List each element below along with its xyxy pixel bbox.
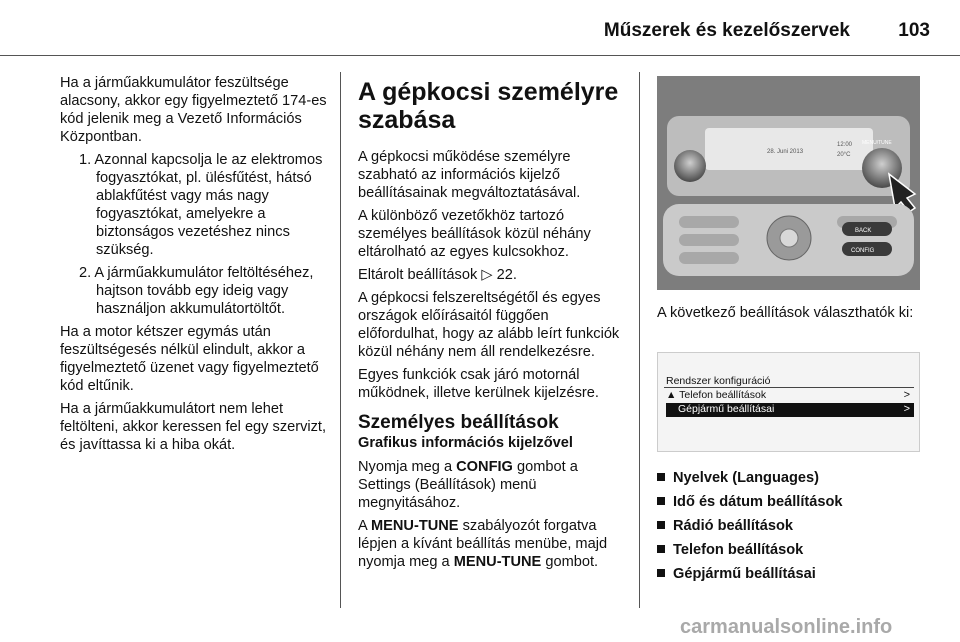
subsection-heading: Személyes beállítások [358,412,559,433]
text: gombot a Settings (Beállítások) menü megnyitásához. [358,459,578,511]
menu-label: MENU/TUNE [862,140,892,146]
list-item [657,562,843,586]
bullet-icon [657,545,665,553]
list-item [657,490,843,514]
volume-knob [674,150,706,182]
page-ref-arrow-icon: ▷ [481,267,493,283]
bullet-icon [657,497,665,505]
subsubsection-heading: Grafikus információs kijelzővel [358,435,573,451]
battery-warning-paragraph: Ha a járműakkumulátor feszültsége alacsony, akkor egy figyelmeztető 174-es kód jelenik meg a Vezető Információs Központban. [60,75,327,145]
display-temp: 20°C [837,152,851,158]
paragraph [358,517,628,571]
option-label: Idő és dátum beállítások [673,494,843,510]
console-illustration [657,76,920,290]
display-time: 12:00 [837,142,853,148]
config-keyword: CONFIG [456,459,513,475]
paragraph: Egyes funkciók csak járó motornál működnek, illetve kerülnek kijelzésre. [358,367,599,401]
display-screen-mockup [657,352,920,452]
list-item [657,514,843,538]
config-label: CONFIG [851,248,875,254]
infotainment-panel-photo [657,76,920,290]
text: szabályozót forgatva lépjen a kívánt beállítás menübe, majd nyomja meg a [358,518,608,570]
row-label: Gépjármű beállításai [678,403,775,415]
chevron-right-icon: > [903,389,910,401]
list-item [657,466,843,490]
chevron-right-icon: > [903,403,910,415]
screen-divider [664,387,914,388]
text: Nyomja meg a [358,459,457,475]
option-label: Rádió beállítások [673,518,794,534]
display-date: 28. Juni 2013 [767,149,804,155]
section-heading: A gépkocsi személyre szabása [358,78,619,134]
watermark: carmanualsonline.info [680,616,893,638]
column-divider-1 [340,72,341,608]
screen-title: Rendszer konfiguráció [666,375,771,387]
reference-link[interactable]: 22. [496,267,517,283]
back-label: BACK [855,228,872,234]
bullet-icon [657,521,665,529]
text: A [358,518,371,534]
middle-column [358,78,628,576]
up-arrow-icon: ▲ [666,389,677,401]
menu-tune-keyword: MENU-TUNE [453,554,542,570]
reference-text: Eltárolt beállítások [358,267,478,283]
page-number: 103 [898,20,930,41]
left-column [60,74,328,459]
option-label: Gépjármű beállításai [673,566,816,582]
settings-options-list [657,466,843,586]
list-item: 2. A járműakkumulátor feltöltéséhez, hajtson tovább egy ideig vagy használjon akkumulátortöltőt. [79,265,314,317]
paragraph: A gépkocsi működése személyre szabható az információs kijelző beállításainak megváltoztatásával. [358,149,581,201]
paragraph: A gépkocsi felszereltségétől és egyes országok előírásaitól függően előfordulhat, hogy az alább leírt funkciók közül néhány nem áll rendelkezésre. [358,290,620,360]
menu-tune-keyword: MENU-TUNE [370,518,459,534]
paragraph: A különböző vezetőkhöz tartozó személyes beállítások közül néhány eltárolható az egyes kulcsokhoz. [358,208,591,260]
bullet-icon [657,569,665,577]
paragraph [358,266,628,284]
paragraph [358,458,628,512]
text: gombot. [541,554,599,570]
list-item [657,538,843,562]
paragraph: Ha a járműakkumulátort nem lehet feltölteni, akkor keressen fel egy szervizt, és javíttassa ki a hiba okát. [60,401,327,453]
header-title: Műszerek és kezelőszervek [603,20,850,41]
option-label: Telefon beállítások [673,542,804,558]
column-divider-2 [639,72,640,608]
screen-row-vehicle-selected [666,403,914,417]
paragraph: Ha a motor kétszer egymás után feszültségesés nélkül elindult, akkor a figyelmeztető üzenet vagy figyelmeztető kód eltűnik. [60,324,319,394]
header-divider [0,55,960,56]
option-label: Nyelvek (Languages) [673,470,819,486]
settings-intro: A következő beállítások választhatók ki: [657,305,914,321]
list-item: 1. Azonnal kapcsolja le az elektromos fogyasztókat, pl. ülésfűtést, hátsó ablakfűtést vagy más nagy fogyasztókat, amelyekre a biztonságos vezetéshez nincs szükség. [79,152,323,258]
bullet-icon [657,473,665,481]
row-label: Telefon beállítások [679,389,767,401]
screen-row-phone [666,389,914,402]
